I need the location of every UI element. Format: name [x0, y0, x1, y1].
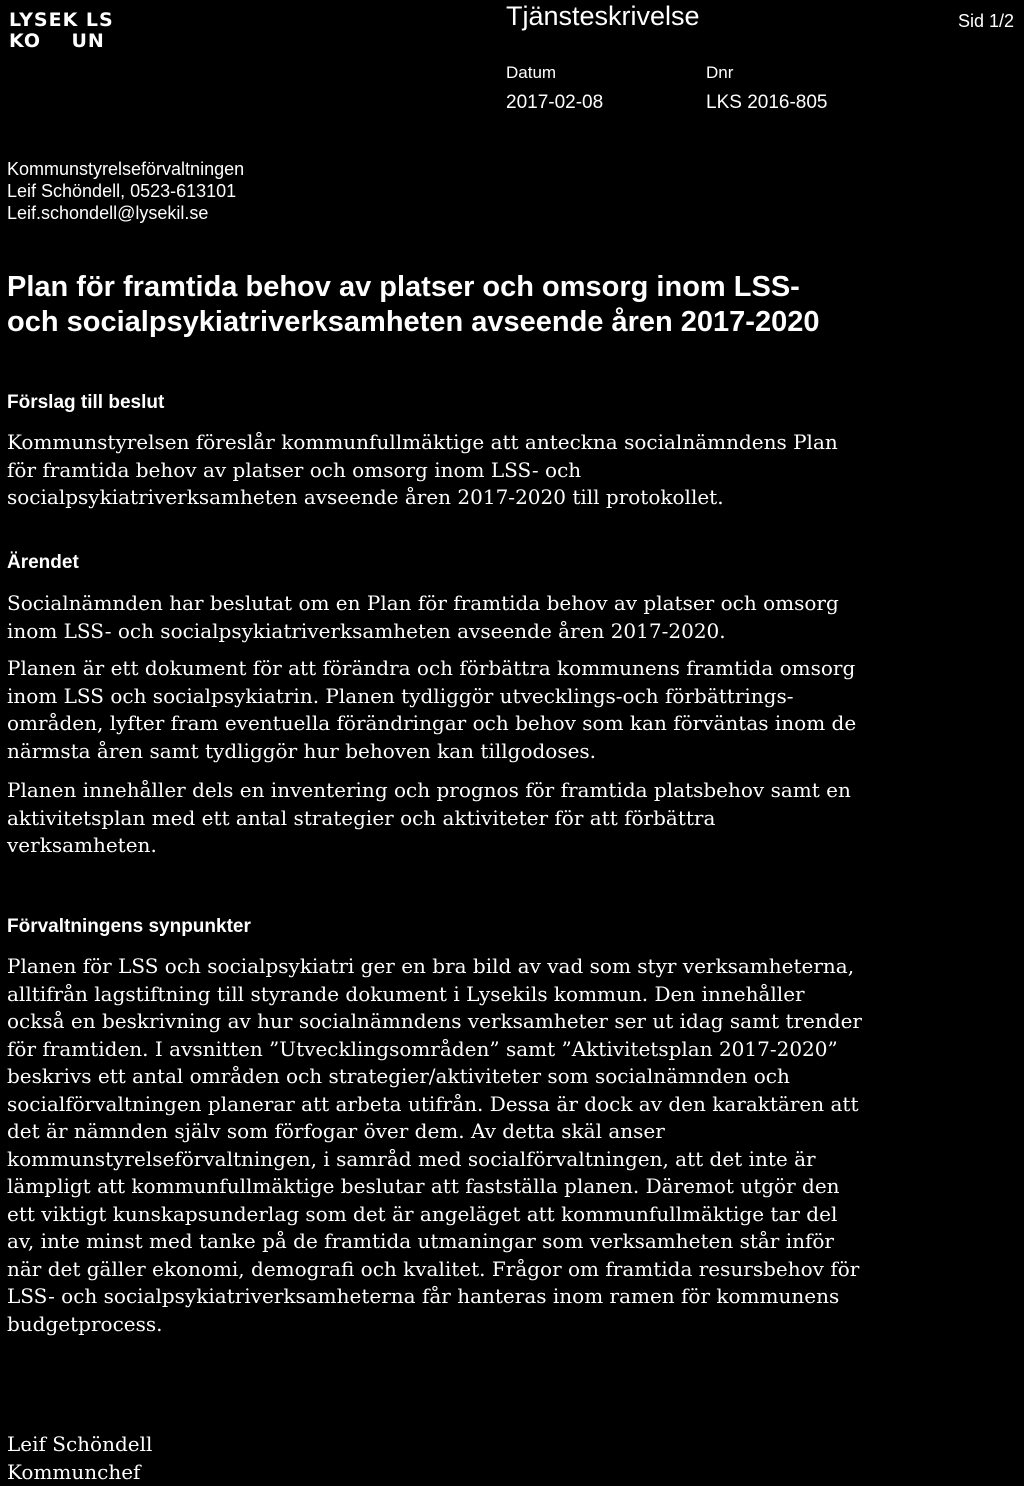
text-line: för framtida behov av platser och omsorg inom LSS- och	[7, 457, 887, 485]
contact-email: Leif.schondell@lysekil.se	[7, 202, 244, 224]
text-line: Planen innehåller dels en inventering och prognos för framtida platsbehov samt en	[7, 777, 887, 805]
text-line: det är nämnden själv som förfogar över dem. Av detta skäl anser	[7, 1118, 887, 1146]
text-line: inom LSS- och socialpsykiatriverksamheten avseende åren 2017-2020.	[7, 618, 887, 646]
text-line: Planen är ett dokument för att förändra och förbättra kommunens framtida omsorg	[7, 655, 887, 683]
municipality-logo	[9, 10, 114, 52]
signature-block	[7, 1431, 152, 1486]
date-value: 2017-02-08	[506, 92, 603, 114]
text-line: Kommunstyrelsen föreslår kommunfullmäktige att anteckna socialnämndens Plan	[7, 429, 887, 457]
views-paragraph	[7, 953, 887, 1338]
text-line: närmsta åren samt tydliggör hur behoven kan tillgodoses.	[7, 738, 887, 766]
page-number: Sid 1/2	[958, 10, 1014, 32]
text-line: alltifrån lagstiftning till styrande dokument i Lysekils kommun. Den innehåller	[7, 981, 887, 1009]
title-line: Plan för framtida behov av platser och omsorg inom LSS-	[7, 270, 1007, 305]
text-line: inom LSS och socialpsykiatrin. Planen tydliggör utvecklings-och förbättrings-	[7, 683, 887, 711]
title-line: och socialpsykiatriverksamheten avseende åren 2017-2020	[7, 305, 1007, 340]
text-line: lämpligt att kommunfullmäktige beslutar att fastställa planen. Däremot utgör den	[7, 1173, 887, 1201]
proposal-paragraph	[7, 429, 887, 512]
text-line: områden, lyfter fram eventuella förändringar och behov som kan förväntas inom de	[7, 710, 887, 738]
text-line: kommunstyrelseförvaltningen, i samråd med socialförvaltningen, att det inte är	[7, 1146, 887, 1174]
signature-name: Leif Schöndell	[7, 1431, 152, 1459]
text-line: Socialnämnden har beslutat om en Plan för framtida behov av platser och omsorg	[7, 590, 887, 618]
text-line: LSS- och socialpsykiatriverksamheterna får hanteras inom ramen för kommunens	[7, 1283, 887, 1311]
heading-matter: Ärendet	[7, 552, 79, 574]
contact-department: Kommunstyrelseförvaltningen	[7, 158, 244, 180]
text-line: verksamheten.	[7, 832, 887, 860]
text-line: också en beskrivning av hur socialnämndens verksamheter ser ut idag samt trender	[7, 1008, 887, 1036]
matter-paragraph-1	[7, 590, 887, 645]
contact-block	[7, 158, 244, 224]
logo-line-1: LYSEK LS	[9, 10, 114, 31]
dnr-value: LKS 2016-805	[706, 92, 828, 114]
text-line: Planen för LSS och socialpsykiatri ger en bra bild av vad som styr verksamheterna,	[7, 953, 887, 981]
date-label: Datum	[506, 63, 556, 83]
heading-views: Förvaltningens synpunkter	[7, 916, 251, 938]
text-line: när det gäller ekonomi, demografi och kvalitet. Frågor om framtida resursbehov för	[7, 1256, 887, 1284]
text-line: budgetprocess.	[7, 1311, 887, 1339]
matter-paragraph-3	[7, 777, 887, 860]
text-line: ett viktigt kunskapsunderlag som det är angeläget att kommunfullmäktige tar del	[7, 1201, 887, 1229]
text-line: socialpsykiatriverksamheten avseende åren 2017-2020 till protokollet.	[7, 484, 887, 512]
text-line: för framtiden. I avsnitten ”Utvecklingsområden” samt ”Aktivitetsplan 2017-2020”	[7, 1036, 887, 1064]
text-line: socialförvaltningen planerar att arbeta utifrån. Dessa är dock av den karaktären att	[7, 1091, 887, 1119]
matter-paragraph-2	[7, 655, 887, 765]
signature-role: Kommunchef	[7, 1459, 152, 1486]
text-line: beskrivs ett antal områden och strategier/aktiviteter som socialnämnden och	[7, 1063, 887, 1091]
heading-proposal: Förslag till beslut	[7, 392, 164, 414]
text-line: aktivitetsplan med ett antal strategier och aktiviteter för att förbättra	[7, 805, 887, 833]
document-title	[7, 270, 1007, 340]
document-type: Tjänsteskrivelse	[506, 0, 700, 32]
dnr-label: Dnr	[706, 63, 733, 83]
contact-person: Leif Schöndell, 0523-613101	[7, 180, 244, 202]
text-line: av, inte minst med tanke på de framtida utmaningar som verksamheten står inför	[7, 1228, 887, 1256]
logo-line-2: KO UN	[9, 31, 114, 52]
